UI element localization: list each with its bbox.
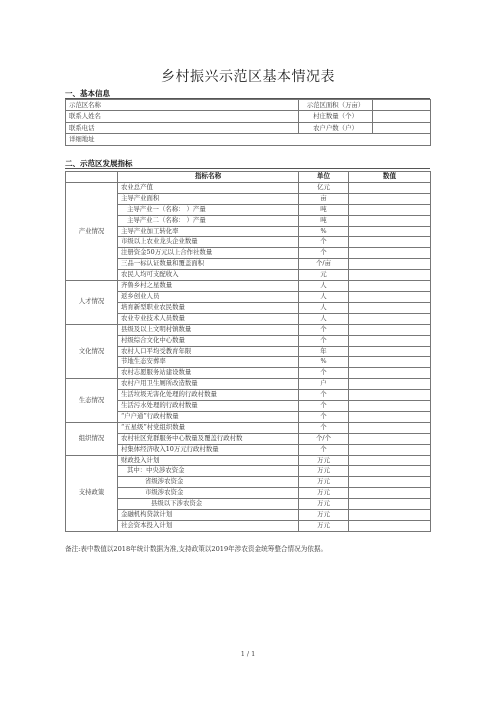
table-row (66, 444, 431, 455)
indicator-name: 农村人口平均受教育年限 (118, 346, 299, 357)
indicator-value-cell[interactable] (349, 215, 431, 226)
address-label: 详细地址 (66, 134, 431, 145)
indicator-unit: 万元 (299, 510, 349, 521)
indicator-unit: % (299, 226, 349, 237)
indicator-unit: 个/亩 (299, 259, 349, 270)
indicator-unit: 万元 (299, 455, 349, 466)
indicator-name: 培育新型职业农民数量 (118, 302, 299, 313)
table-row (66, 422, 431, 433)
indicator-unit: 个/个 (299, 433, 349, 444)
table-row (66, 215, 431, 226)
indicator-name: 注册资金50万元以上合作社数量 (118, 248, 299, 259)
indicator-unit: 个 (299, 335, 349, 346)
indicator-value-cell[interactable] (349, 477, 431, 488)
table-row (66, 270, 431, 281)
indicator-unit: 万元 (299, 488, 349, 499)
households-value-cell[interactable] (373, 122, 431, 133)
indicator-name: 生活污水处理的行政村数量 (118, 401, 299, 412)
indicator-name: 县级以下涉农资金 (118, 499, 299, 510)
indicator-value-cell[interactable] (349, 455, 431, 466)
table-row (66, 357, 431, 368)
households-label: 农户户数（户） (299, 122, 373, 133)
indicator-value-cell[interactable] (349, 193, 431, 204)
table-row (66, 324, 431, 335)
table-row (66, 346, 431, 357)
indicator-value-cell[interactable] (349, 401, 431, 412)
indicator-unit: 亿元 (299, 182, 349, 193)
table-row (66, 401, 431, 412)
indicator-name: 省级涉农资金 (118, 477, 299, 488)
section-basic-heading: 一、基本信息 (65, 89, 110, 98)
area-value-cell[interactable] (373, 100, 431, 111)
indicator-value-cell[interactable] (349, 291, 431, 302)
indicator-value-cell[interactable] (349, 270, 431, 281)
indicator-name: 农村户用卫生厕所改造数量 (118, 379, 299, 390)
table-row (66, 411, 431, 422)
table-row (66, 111, 431, 122)
indicator-value-cell[interactable] (349, 390, 431, 401)
table-row (66, 433, 431, 444)
table-row (66, 237, 431, 248)
indicator-name: 农村社区党群服务中心数量及覆盖行政村数 (118, 433, 299, 444)
indicator-name: 社会资本投入计划 (118, 521, 299, 532)
table-row (66, 368, 431, 379)
category-cell: 组织情况 (66, 422, 118, 455)
indicator-name: 农民人均可支配收入 (118, 270, 299, 281)
villages-value-cell[interactable] (373, 111, 431, 122)
name-label: 示范区名称 (66, 100, 299, 111)
indicator-name: 主导产业一（名称： ）产量 (118, 204, 299, 215)
page-number: 1 / 1 (240, 650, 256, 658)
indicator-unit: 万元 (299, 499, 349, 510)
indicator-name: 主导产业面积 (118, 193, 299, 204)
indicator-name: 主导产业二（名称： ）产量 (118, 215, 299, 226)
indicator-value-cell[interactable] (349, 248, 431, 259)
indicator-value-cell[interactable] (349, 521, 431, 532)
table-row (66, 259, 431, 270)
indicator-unit: 人 (299, 313, 349, 324)
indicator-name: 村集体经济收入10万元行政村数量 (118, 444, 299, 455)
indicator-value-cell[interactable] (349, 411, 431, 422)
indicator-unit: 万元 (299, 466, 349, 477)
table-header-row (66, 172, 431, 183)
table-row (66, 499, 431, 510)
phone-label: 联系电话 (66, 122, 299, 133)
indicator-name: 农业总产值 (118, 182, 299, 193)
table-row (66, 193, 431, 204)
table-row (66, 291, 431, 302)
table-row (66, 477, 431, 488)
indicator-unit: 年 (299, 346, 349, 357)
indicator-name: 生活垃圾无害化处理的行政村数量 (118, 390, 299, 401)
table-row (66, 488, 431, 499)
indicator-unit: 户 (299, 379, 349, 390)
header-unit: 单位 (299, 172, 349, 183)
indicator-value-cell[interactable] (349, 335, 431, 346)
indicator-value-cell[interactable] (349, 368, 431, 379)
indicator-value-cell[interactable] (349, 499, 431, 510)
indicator-value-cell[interactable] (349, 324, 431, 335)
indicator-name: 市级以上农业龙头企业数量 (118, 237, 299, 248)
indicator-unit: 个 (299, 401, 349, 412)
indicator-name: 县级及以上文明村镇数量 (118, 324, 299, 335)
indicators-table (65, 171, 431, 532)
indicator-value-cell[interactable] (349, 466, 431, 477)
table-row (66, 390, 431, 401)
table-row (66, 134, 431, 145)
table-row (66, 379, 431, 390)
header-value: 数值 (349, 172, 431, 183)
indicator-name: 其中：中央涉农资金 (118, 466, 299, 477)
table-row (66, 510, 431, 521)
section-indicators-heading: 二、示范区发展指标 (65, 159, 133, 168)
indicator-name: 农业专业技术人员数量 (118, 313, 299, 324)
category-cell: 人才情况 (66, 281, 118, 325)
indicator-name: 齐鲁乡村之星数量 (118, 281, 299, 292)
area-label: 示范区面积（万亩） (299, 100, 373, 111)
indicator-name: “户户通”行政村数量 (118, 411, 299, 422)
table-row (66, 122, 431, 133)
category-cell: 支持政策 (66, 455, 118, 531)
indicator-unit: 人 (299, 291, 349, 302)
indicator-value-cell[interactable] (349, 433, 431, 444)
indicator-unit: 个 (299, 368, 349, 379)
indicator-unit: 个 (299, 411, 349, 422)
villages-label: 村庄数量（个） (299, 111, 373, 122)
table-row (66, 335, 431, 346)
indicator-name: 节地生态安葬率 (118, 357, 299, 368)
indicator-value-cell[interactable] (349, 422, 431, 433)
indicator-name: 返乡创业人员 (118, 291, 299, 302)
section-divider (65, 168, 430, 169)
table-row (66, 455, 431, 466)
header-blank (66, 172, 118, 183)
category-cell: 生态情况 (66, 379, 118, 423)
indicator-unit: 个 (299, 390, 349, 401)
indicator-unit: % (299, 357, 349, 368)
indicator-value-cell[interactable] (349, 226, 431, 237)
category-cell: 文化情况 (66, 324, 118, 379)
indicator-value-cell[interactable] (349, 237, 431, 248)
indicator-value-cell[interactable] (349, 346, 431, 357)
indicator-name: “五星级”村党组织数量 (118, 422, 299, 433)
indicator-unit: 吨 (299, 204, 349, 215)
indicator-value-cell[interactable] (349, 182, 431, 193)
indicator-name: 市级涉农资金 (118, 488, 299, 499)
indicator-value-cell[interactable] (349, 204, 431, 215)
indicator-value-cell[interactable] (349, 357, 431, 368)
table-row (66, 248, 431, 259)
table-row (66, 466, 431, 477)
indicator-name: 金融机构贷款计划 (118, 510, 299, 521)
indicator-unit: 人 (299, 302, 349, 313)
indicator-unit: 个 (299, 444, 349, 455)
indicator-value-cell[interactable] (349, 259, 431, 270)
indicator-unit: 个 (299, 248, 349, 259)
indicator-name: 三品一标认证数量和覆盖面积 (118, 259, 299, 270)
indicator-unit: 万元 (299, 521, 349, 532)
indicator-name: 主导产业加工转化率 (118, 226, 299, 237)
indicator-value-cell[interactable] (349, 281, 431, 292)
indicator-name: 农村志愿服务站建设数量 (118, 368, 299, 379)
page-title: 乡村振兴示范区基本情况表 (161, 69, 335, 85)
category-cell: 产业情况 (66, 182, 118, 280)
indicator-unit: 吨 (299, 215, 349, 226)
indicator-name: 村级综合文化中心数量 (118, 335, 299, 346)
table-row (66, 100, 431, 111)
indicator-value-cell[interactable] (349, 488, 431, 499)
indicator-unit: 个 (299, 422, 349, 433)
indicator-value-cell[interactable] (349, 302, 431, 313)
indicator-value-cell[interactable] (349, 313, 431, 324)
indicator-unit: 亩 (299, 193, 349, 204)
indicator-value-cell[interactable] (349, 379, 431, 390)
indicator-unit: 万元 (299, 477, 349, 488)
table-row (66, 302, 431, 313)
indicator-value-cell[interactable] (349, 444, 431, 455)
indicator-unit: 个 (299, 324, 349, 335)
table-row (66, 204, 431, 215)
table-row (66, 182, 431, 193)
indicator-name: 财政投入计划 (118, 455, 299, 466)
indicator-unit: 人 (299, 281, 349, 292)
indicator-value-cell[interactable] (349, 510, 431, 521)
basic-info-table (65, 99, 431, 146)
table-row (66, 521, 431, 532)
indicator-unit: 元 (299, 270, 349, 281)
indicator-unit: 个 (299, 237, 349, 248)
table-row (66, 281, 431, 292)
footnote: 备注:表中数值以2018年统计数据为准,支持政策以2019年涉农资金统筹整合情况为依据。 (65, 545, 328, 553)
table-row (66, 226, 431, 237)
table-row (66, 313, 431, 324)
contact-label: 联系人姓名 (66, 111, 299, 122)
header-indicator: 指标名称 (118, 172, 299, 183)
